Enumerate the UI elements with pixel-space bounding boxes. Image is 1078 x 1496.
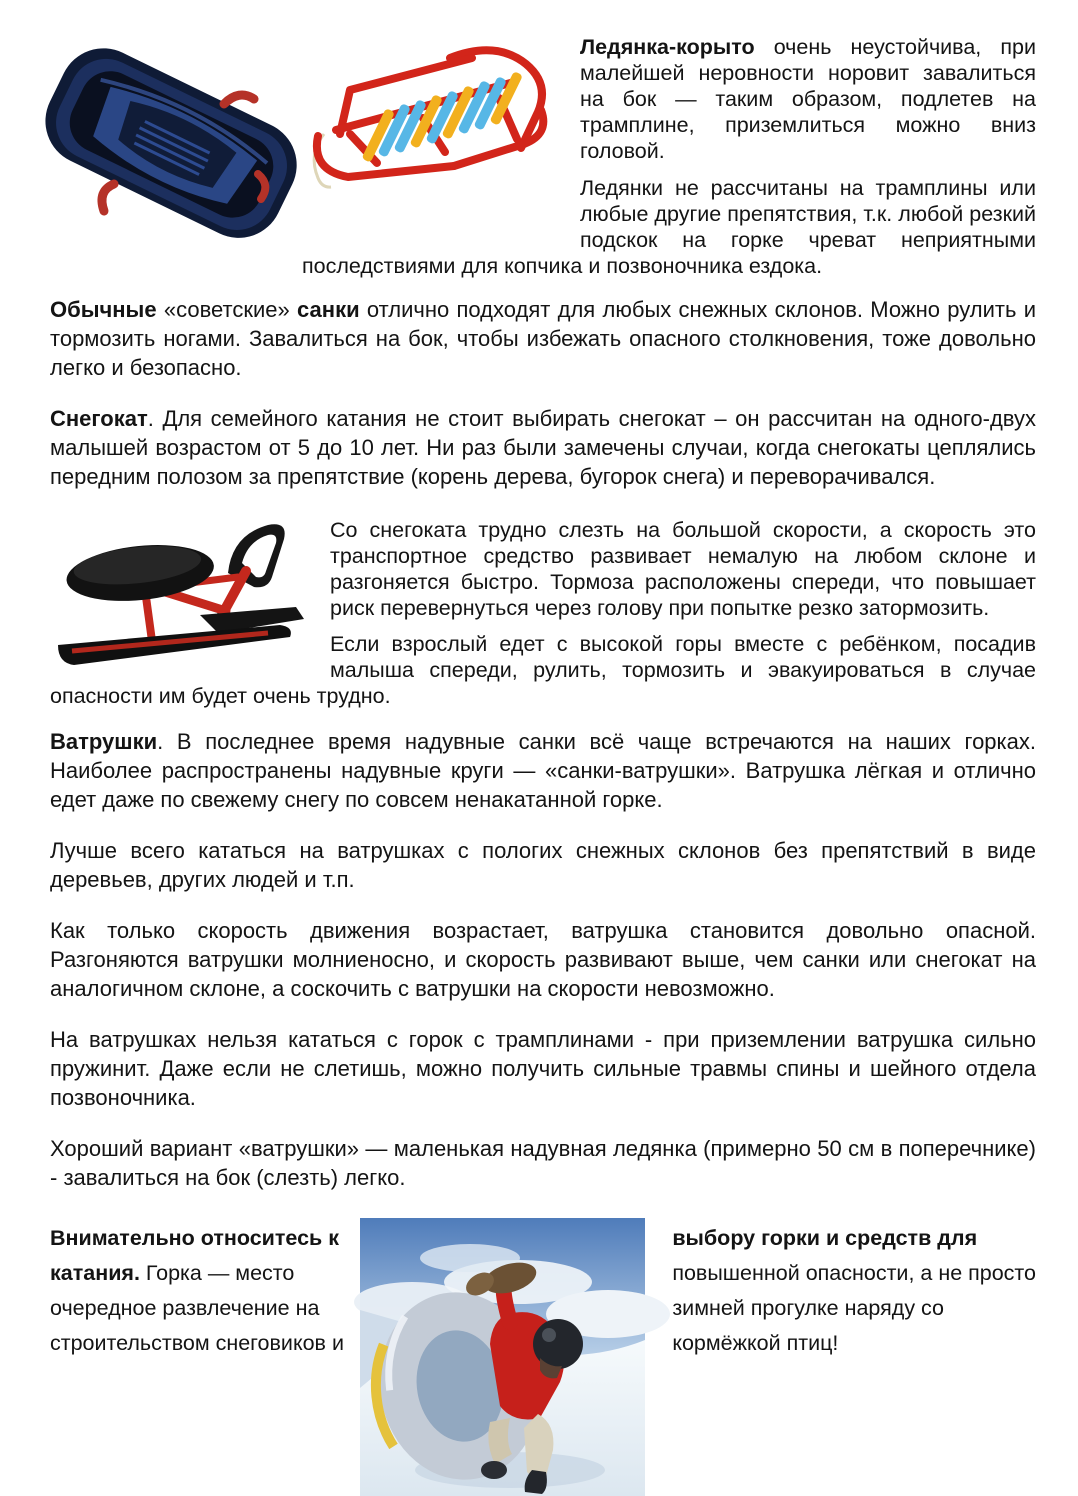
soviet-sled-photo <box>302 34 580 228</box>
sanki-text-2: отлично подходят для любых снежных склонов. Можно рулить и тормозить ногами. Завалиться на бок, чтобы избежать опасного столкновения, тоже довольно легко и безопасно. <box>50 297 1037 380</box>
tubing-fall-photo <box>360 1218 645 1496</box>
vatrushki-jump-text: На ватрушках нельзя кататься с горок с трамплинами - при приземлении ватрушка сильно пружинит. Даже если не слетишь, можно получить сильные травмы спины и шейного отдела позвоночника. <box>50 1027 1036 1110</box>
sanki-paragraph <box>50 295 1036 382</box>
vatrushki-term: Ватрушки <box>50 729 158 754</box>
outro-right-line-4-text: кормёжкой птиц! <box>672 1331 839 1355</box>
vatrushki-paragraph <box>50 727 1036 814</box>
plastic-sled-illustration <box>50 58 295 234</box>
vatrushki-text: . В последнее время надувные санки всё чаще встречаются на наших горках. Наиболее распространены надувные круги — «санки-ватрушки». Ватрушка лёгкая и отлично едет даже по свежему снегу по совсем ненакатанной горке. <box>50 729 1036 812</box>
intro-section <box>50 34 1036 279</box>
vatrushki-jump-paragraph <box>50 1025 1036 1112</box>
snegokat-section <box>50 517 1036 709</box>
snegokat-speed-text: Со снегоката трудно слезть на большой скорости, а скорость это транспортное средство развивает немалую на любом склоне и разгоняется быстро. Тормоза расположены спереди, что повышает риск перевернуться через голову при попытке резко затормозить. <box>330 518 1036 620</box>
outro-right-line-2 <box>672 1256 1036 1291</box>
sanki-term-1: Обычные <box>50 297 157 322</box>
vatrushki-best-text: Лучше всего кататься на ватрушках с пологих снежных склонов без препятствий в виде деревьев, других людей и т.п. <box>50 838 1036 892</box>
outro-left-line-2-text: Горка — место <box>139 1261 295 1285</box>
outro-left-line-2-bold: катания. <box>50 1261 140 1285</box>
outro-right-line-2-text: повышенной опасности, а не просто <box>672 1261 1036 1285</box>
outro-left-line-1-bold: Внимательно относитесь к <box>50 1226 340 1250</box>
outro-section <box>50 1218 1036 1496</box>
outro-right-line-3 <box>672 1291 1036 1326</box>
snegokat-photo <box>50 517 330 677</box>
ledyanka-koryto-photo <box>50 34 302 254</box>
vatrushki-speed-text: Как только скорость движения возрастает, ватрушка становится довольно опасной. Разгоняются ватрушки молниеносно, и скорость развивают выше, чем санки или снегокат на аналогичном склоне, а соскочить с ватрушки на скорости невозможно. <box>50 918 1036 1001</box>
outro-left-line-3 <box>50 1291 360 1326</box>
outro-left-line-2 <box>50 1256 360 1291</box>
outro-left-line-4 <box>50 1326 360 1361</box>
outro-right-line-3-text: зимней прогулке наряду со <box>672 1296 944 1320</box>
sanki-term-2: санки <box>297 297 360 322</box>
outro-right-line-4 <box>672 1326 1036 1361</box>
outro-right-line-1 <box>672 1221 1036 1256</box>
vatrushki-best-paragraph <box>50 836 1036 894</box>
outro-right-column <box>672 1218 1036 1361</box>
snegokat-term: Снегокат <box>50 406 148 431</box>
outro-left-line-1 <box>50 1221 360 1256</box>
snegokat-illustration <box>50 519 312 677</box>
vatrushki-speed-paragraph <box>50 916 1036 1003</box>
outro-left-line-4-text: строительством снеговиков и <box>50 1331 344 1355</box>
intro-paragraph-1-text: очень неустойчива, при малейшей неровности норовит завалиться на бок — таким образом, подлетев на трамплине, приземлиться можно вниз головой. <box>580 35 1036 163</box>
intro-paragraph-2-text: Ледянки не рассчитаны на трамплины или любые другие препятствия, т.к. любой резкий подскок на горке чреват неприятными последствиями для копчика и позвоночника ездока. <box>302 176 1036 278</box>
snegokat-paragraph <box>50 404 1036 491</box>
tubing-fall-illustration <box>360 1218 645 1496</box>
outro-left-column <box>50 1218 360 1361</box>
red-sled-illustration <box>302 38 574 206</box>
ledyanka-term: Ледянка-корыто <box>580 35 755 59</box>
outro-right-line-1-bold: выбору горки и средств для <box>672 1226 978 1250</box>
sanki-text-1: «советские» <box>156 297 298 322</box>
vatrushki-variant-text: Хороший вариант «ватрушки» — маленькая надувная ледянка (примерно 50 см в поперечнике) - завалиться на бок (слезть) легко. <box>50 1136 1036 1190</box>
snegokat-text: . Для семейного катания не стоит выбирать снегокат – он рассчитан на одного-двух малышей возрастом от 5 до 10 лет. Ни раз были замечены случаи, когда снегокаты цеплялись передним полозом за препятствие (корень дерева, бугорок снега) и переворачивался. <box>50 406 1036 489</box>
outro-left-line-3-text: очередное развлечение на <box>50 1296 320 1320</box>
vatrushki-variant-paragraph <box>50 1134 1036 1192</box>
snegokat-adult-text: Если взрослый едет с высокой горы вместе с ребёнком, посадив малыша спереди, рулить, тормозить и эвакуироваться в случае опасности им будет очень трудно. <box>50 632 1036 708</box>
